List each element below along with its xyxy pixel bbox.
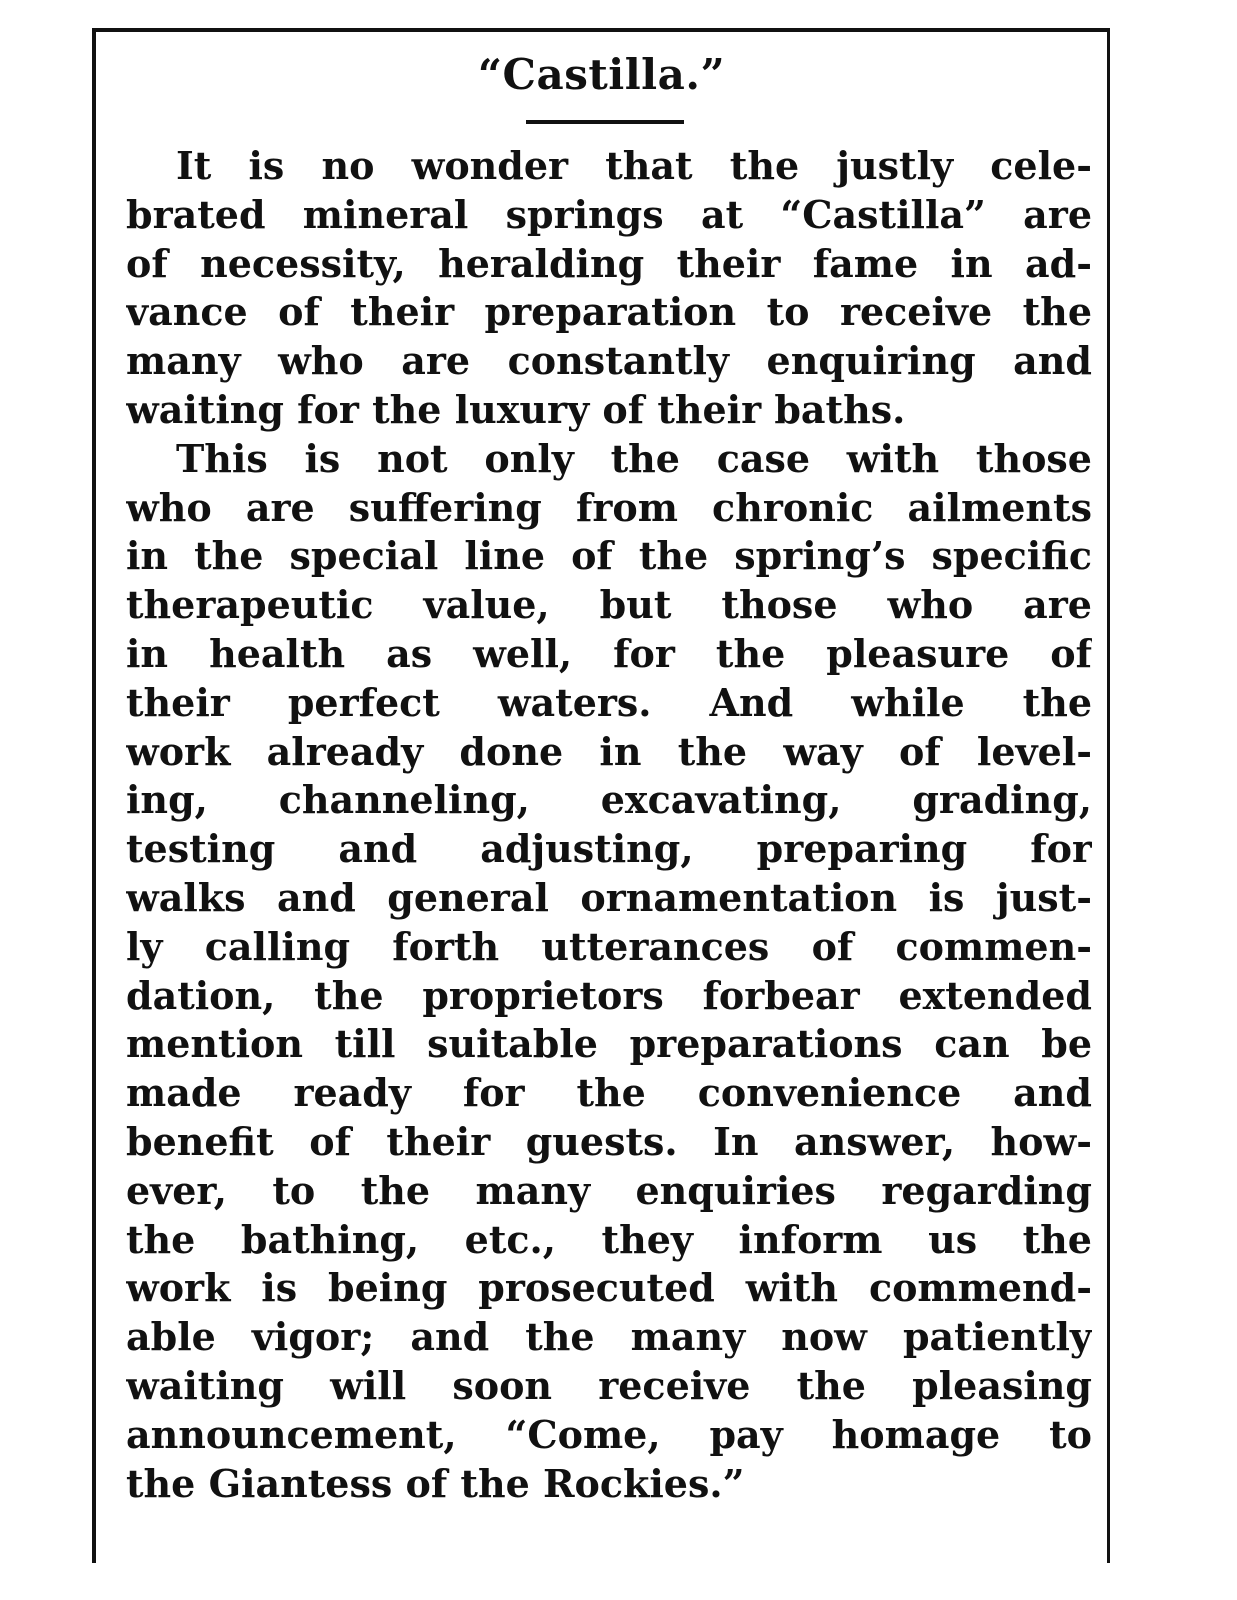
article-line: many who are constantly enquiring and xyxy=(126,338,1092,384)
article-line: It is no wonder that the justly cele- xyxy=(176,143,1092,188)
article-headline: “Castilla.” xyxy=(477,50,726,99)
article-line: in health as well, for the pleasure of xyxy=(126,630,1092,676)
article-line: ly calling forth utterances of commen- xyxy=(126,923,1092,969)
article-line: mention till suitable preparations can be xyxy=(126,1021,1092,1067)
article-line: brated mineral springs at “Castilla” are xyxy=(126,191,1092,237)
article-line: therapeutic value, but those who are xyxy=(126,582,1092,628)
article-line: able vigor; and the many now patiently xyxy=(126,1314,1092,1360)
article-line: vance of their preparation to receive the xyxy=(126,289,1092,335)
article-line: announcement, “Come, pay homage to xyxy=(126,1411,1092,1457)
article-line: in the special line of the spring’s specific xyxy=(126,533,1092,579)
article-line: This is not only the case with those xyxy=(176,435,1092,481)
article-line: walks and general ornamentation is just- xyxy=(126,874,1092,920)
article-line: who are suffering from chronic ailments xyxy=(126,484,1092,530)
article-line: their perfect waters. And while the xyxy=(126,679,1092,725)
article-line: waiting will soon receive the pleasing xyxy=(126,1362,1092,1408)
article-line: of necessity, heralding their fame in ad- xyxy=(126,240,1092,286)
article-line: the Giantess of the Rockies.” xyxy=(126,1460,745,1506)
article-line: work already done in the way of level- xyxy=(126,728,1092,774)
article-line: ing, channeling, excavating, grading, xyxy=(126,777,1092,823)
article-line: testing and adjusting, preparing for xyxy=(126,826,1092,872)
article-line: work is being prosecuted with commend- xyxy=(126,1265,1092,1311)
article-line: benefit of their guests. In answer, how- xyxy=(126,1118,1092,1164)
article-line: ever, to the many enquiries regarding xyxy=(126,1167,1092,1213)
headline-rule xyxy=(526,120,684,124)
article-line: dation, the proprietors forbear extended xyxy=(126,972,1092,1018)
article-line: waiting for the luxury of their baths. xyxy=(126,386,906,432)
article-body xyxy=(126,142,1092,1508)
article-line: the bathing, etc., they inform us the xyxy=(126,1216,1092,1262)
newspaper-clipping xyxy=(92,28,1110,1563)
article-line: made ready for the convenience and xyxy=(126,1070,1092,1116)
